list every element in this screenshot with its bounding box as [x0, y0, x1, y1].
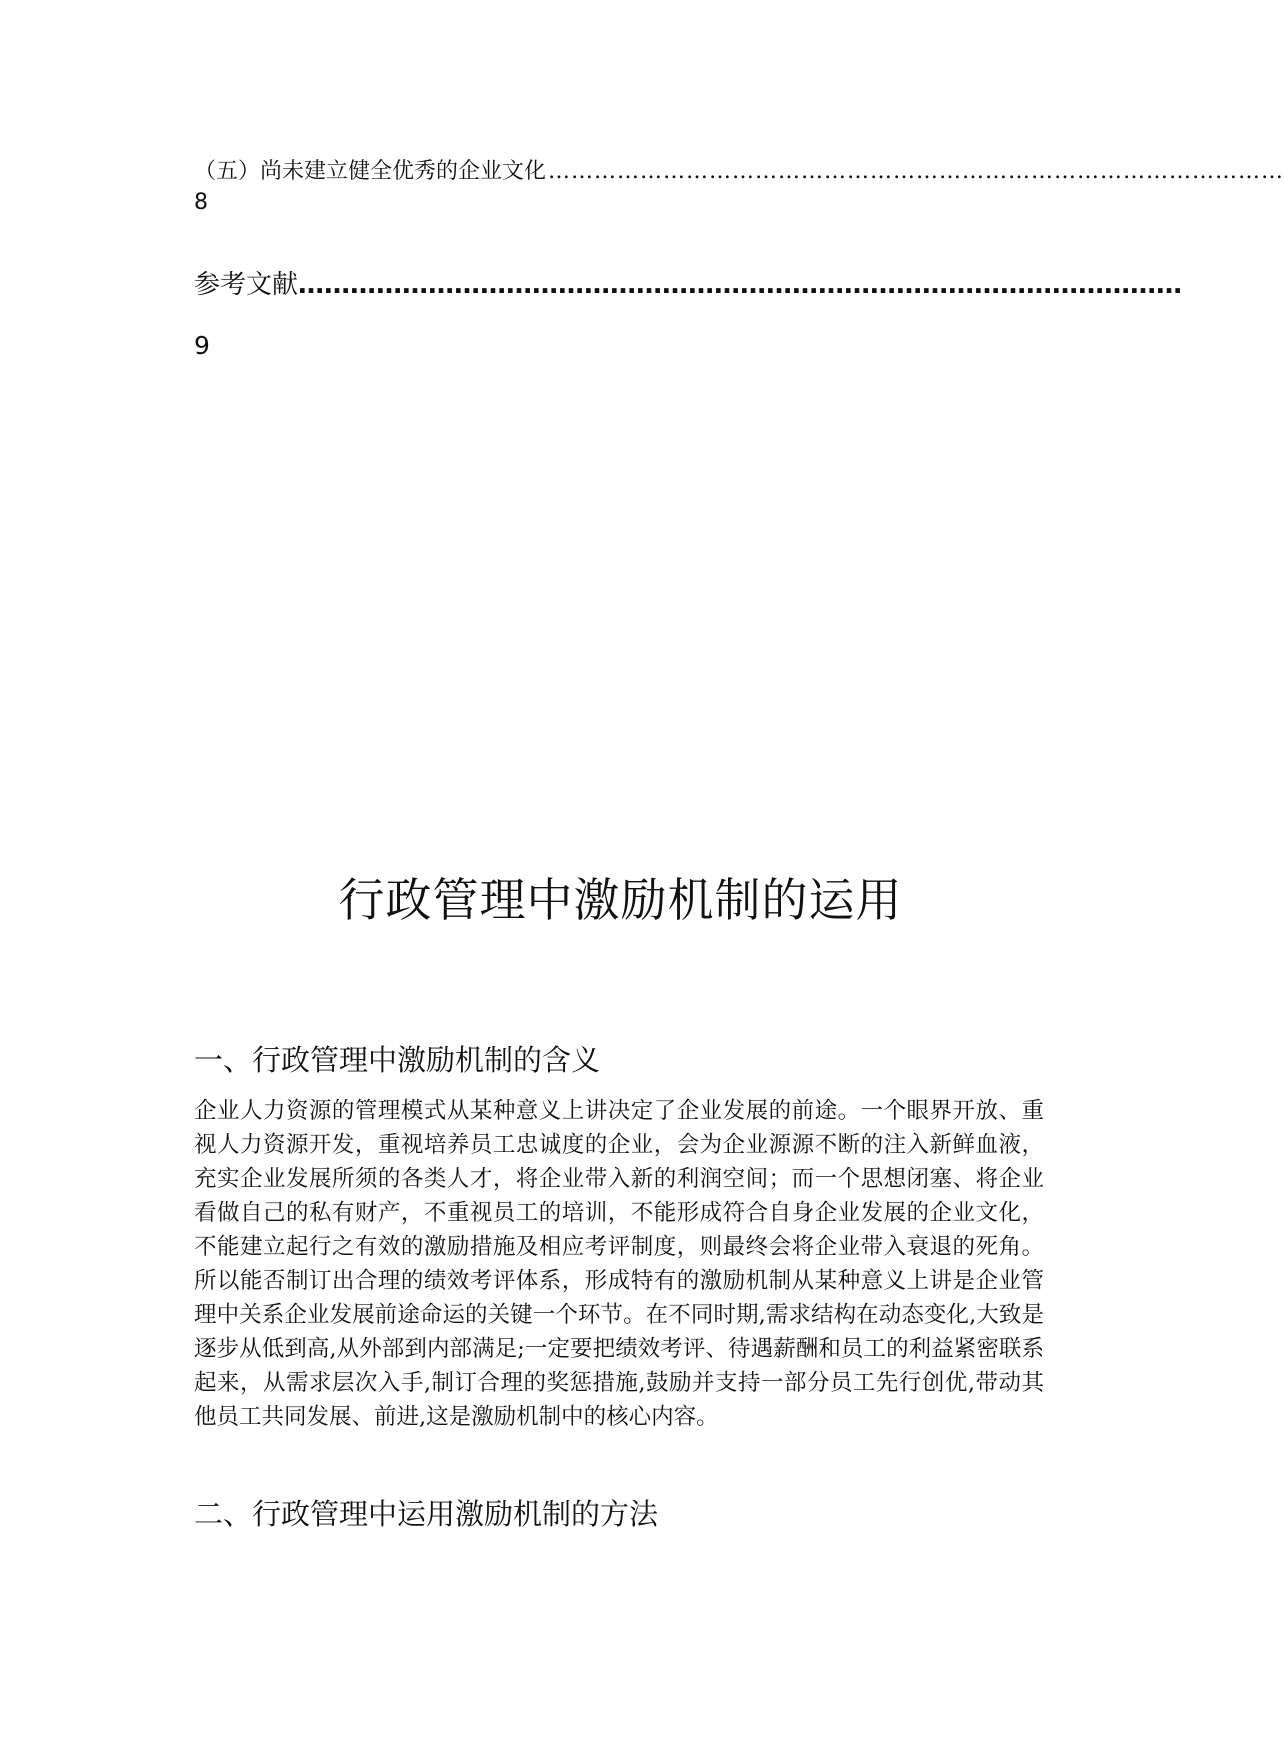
body-paragraph: 企业人力资源的管理模式从某种意义上讲决定了企业发展的前途。一个眼界开放、重视人力资源开发，重视培养员工忠诚度的企业，会为企业源源不断的注入新鲜血液，充实企业发展所须的各类人才，将企业带入新的利润空间；而一个思想闭塞、将企业看做自己的私有财产，不重视员工的培训，不能形成符合自身企业发展的企业文化，不能建立起行之有效的激励措施及相应考评制度，则最终会将企业带入衰退的死角。所以能否制订出合理的绩效考评体系，形成特有的激励机制从某种意义上讲是企业管理中关系企业发展前途命运的关键一个环节。在不同时期,需求结构在动态变化,大致是逐步从低到高,从外部到内部满足;一定要把绩效考评、待遇薪酬和员工的利益紧密联系起来，从需求层次入手,制订合理的奖惩措施,鼓励并支持一部分员工先行创优,带动其他员工共同发展、前进,这是激励机制中的核心内容。 [194, 1098, 1044, 1430]
toc-entry-culture [194, 154, 1284, 188]
section-heading-methods: 二、行政管理中运用激励机制的方法 [194, 1497, 659, 1531]
section-heading-meaning: 一、行政管理中激励机制的含义 [194, 1043, 601, 1077]
toc-entry-references [194, 264, 1183, 304]
toc-entry-page-number: 8 [194, 190, 208, 215]
toc-entry-page-number: 9 [194, 331, 210, 360]
toc-leader-dots: ………………………………………………………………………………………… [298, 270, 1183, 300]
document-title: 行政管理中激励机制的运用 [338, 873, 903, 927]
toc-entry-label: （五）尚未建立健全优秀的企业文化 [194, 159, 547, 184]
toc-leader-dots: …………………………………………………………………………………… [548, 159, 1284, 184]
toc-entry-label: 参考文献 [194, 270, 299, 300]
